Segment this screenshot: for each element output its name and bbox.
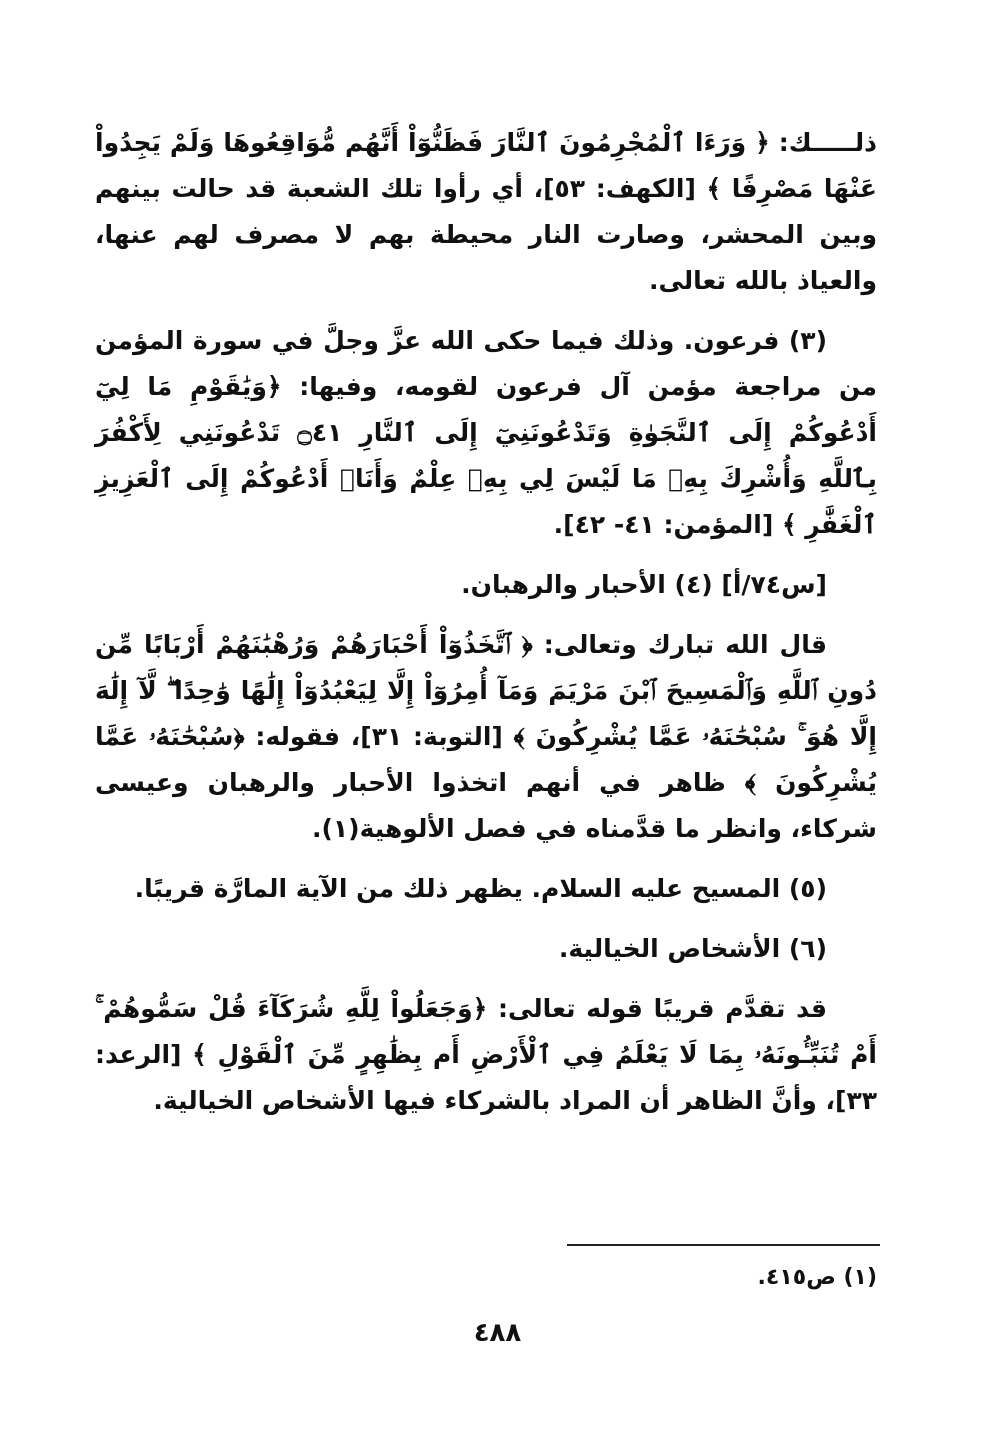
paragraph-imaginary-heading: (٦) الأشخاص الخيالية. (558, 934, 827, 963)
paragraph-tawbah: قال الله تبارك وتعالى: ﴿ ٱتَّخَذُوٓاْ أَحْبَارَهُمْ وَرُهْبَٰنَهُمْ أَرْبَابًا مِّن دُونِ ٱللَّهِ وَٱلْمَسِيحَ ٱبْنَ مَرْيَمَ وَمَآ أُمِرُوٓاْ إِلَّا لِيَعْبُدُوٓاْ إِلَٰهًا وَٰحِدًا ۖ لَّآ إِلَٰهَ إِلَّا هُوَ ۚ سُبْحَٰنَهُۥ عَمَّا يُشْرِكُونَ ﴾ [التوبة: ٣١]، فقوله: ﴿سُبْحَٰنَهُۥ عَمَّا يُشْرِكُونَ ﴾ ظاهر في أنهم اتخذوا الأحبار والرهبان وعيسى شركاء، وانظر ما قدَّمناه في فصل الألوهية(١). (95, 630, 878, 843)
paragraph-kahf: ذلـــــك: ﴿ وَرَءَا ٱلْمُجْرِمُونَ ٱلنَّارَ فَظَنُّوٓاْ أَنَّهُم مُّوَاقِعُوهَا وَلَمْ يَجِدُواْ عَنْهَا مَصْرِفًا ﴾ [الكهف: ٥٣]، أي رأوا تلك الشعبة قد حالت بينهم وبين المحشر، وصارت النار محيطة بهم لا مصرف لهم عنها، والعياذ بالله تعالى. (95, 128, 877, 295)
footnote: (١) ص٤١٥. (757, 1265, 877, 1290)
footnote-separator (567, 1244, 880, 1246)
paragraph-ahbar-heading: [س٧٤/أ] (٤) الأحبار والرهبان. (461, 570, 827, 599)
paragraph-raad: قد تقدَّم قريبًا قوله تعالى: ﴿وَجَعَلُواْ لِلَّهِ شُرَكَآءَ قُلْ سَمُّوهُمْ ۚ أَمْ تُنَبِّـُٔونَهُۥ بِمَا لَا يَعْلَمُ فِي ٱلْأَرْضِ أَم بِظَٰهِرٍ مِّنَ ٱلْقَوْلِ ﴾ [الرعد: ٣٣]، وأنَّ الظاهر أن المراد بالشركاء فيها الأشخاص الخيالية. (95, 994, 877, 1115)
paragraph-messiah: (٥) المسيح عليه السلام. يظهر ذلك من الآية المارَّة قريبًا. (134, 874, 827, 903)
paragraph-pharaoh: (٣) فرعون. وذلك فيما حكى الله عزَّ وجلَّ في سورة المؤمن من مراجعة مؤمن آل فرعون لقومه، وفيها: ﴿وَيَٰقَوْمِ مَا لِيٓ أَدْعُوكُمْ إِلَى ٱلنَّجَوٰةِ وَتَدْعُونَنِيٓ إِلَى ٱلنَّارِ ۝٤١ تَدْعُونَنِي لِأَكْفُرَ بِٱللَّهِ وَأُشْرِكَ بِهِۦ مَا لَيْسَ لِي بِهِۦ عِلْمٌ وَأَنَا۠ أَدْعُوكُمْ إِلَى ٱلْعَزِيزِ ٱلْغَفَّٰرِ ﴾ [المؤمن: ٤١- ٤٢]. (95, 326, 877, 539)
main-text (95, 120, 877, 1124)
page-number: ٤٨٨ (473, 1318, 522, 1348)
